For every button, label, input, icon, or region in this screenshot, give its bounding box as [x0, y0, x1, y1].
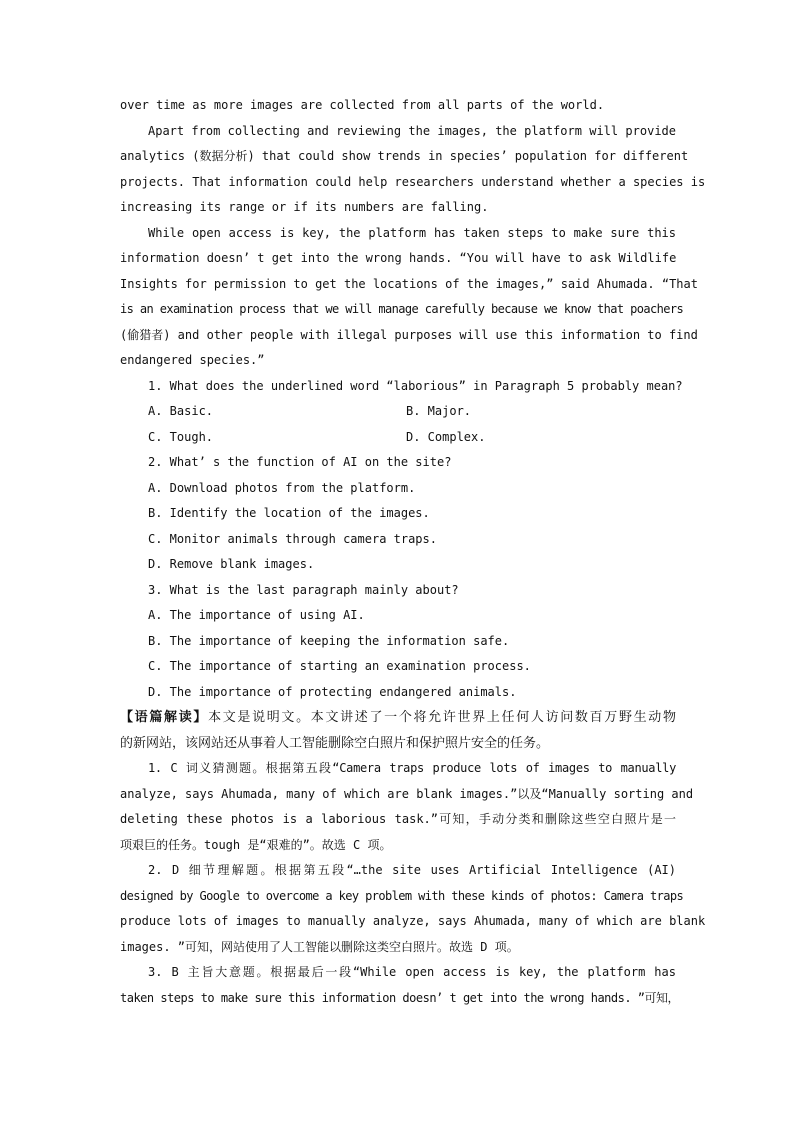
- option-d: D. Complex.: [406, 429, 486, 444]
- passage-line: (偷猎者) and other people with illegal purposes will use this information to find: [120, 327, 698, 342]
- answer-2-line: 2. D 细节理解题。根据第五段“…the site uses Artificial Intelligence (AI): [148, 863, 676, 877]
- option-a: A. Basic.: [148, 404, 214, 418]
- question-1-options-row: [120, 425, 676, 451]
- passage-line: Apart from collecting and reviewing the images, the platform will provide: [148, 123, 676, 138]
- answer-2-line: images. ”可知，网站使用了人工智能以删除这类空白照片。故选 D 项。: [120, 939, 519, 954]
- analysis-intro-text: 本文是说明文。本文讲述了一个将允许世界上任何人访问数百万野生动物: [208, 710, 676, 725]
- option-a: A. The importance of using AI.: [148, 608, 365, 622]
- answer-2-line: produce lots of images to manually analyze, says Ahumada, many of which are blank: [120, 914, 706, 928]
- answer-3-line: taken steps to make sure this information doesn’ t get into the wrong hands. ”可知，: [120, 990, 680, 1005]
- question-3: 3. What is the last paragraph mainly about?: [148, 582, 459, 597]
- document-page: [120, 93, 706, 1011]
- option-c: C. Monitor animals through camera traps.: [148, 531, 437, 546]
- passage-line: Insights for permission to get the locations of the images,” said Ahumada. “That: [120, 276, 698, 291]
- passage-line: projects. That information could help researchers understand whether a species is: [120, 174, 706, 189]
- passage-line: While open access is key, the platform has taken steps to make sure this: [148, 225, 676, 240]
- passage-line: information doesn’ t get into the wrong hands. “You will have to ask Wildlife: [120, 251, 677, 265]
- answer-1-line: analyze, says Ahumada, many of which are blank images.”以及“Manually sorting and: [120, 786, 694, 801]
- answer-1-line: deleting these photos is a laborious task.”可知，手动分类和删除这些空白照片是一: [120, 812, 676, 826]
- answer-2-line: designed by Google to overcome a key problem with these kinds of photos: Camera traps: [120, 888, 684, 903]
- answer-3-line: 3. B 主旨大意题。根据最后一段“While open access is key, the platform has: [148, 965, 676, 979]
- option-c: C. Tough.: [148, 429, 214, 444]
- analysis-heading: 【语篇解读】: [120, 710, 209, 725]
- passage-line: endangered species.”: [120, 353, 265, 367]
- option-d: D. The importance of protecting endangered animals.: [148, 684, 517, 699]
- option-a: A. Download photos from the platform.: [148, 480, 416, 495]
- option-b: B. The importance of keeping the information safe.: [148, 633, 510, 648]
- answer-1-line: 1. C 词义猜测题。根据第五段“Camera traps produce lots of images to manually: [148, 761, 676, 775]
- passage-line: over time as more images are collected from all parts of the world.: [120, 98, 605, 112]
- passage-line: analytics (数据分析) that could show trends in species’ population for different: [120, 149, 689, 163]
- question-1-options-row: [120, 399, 676, 425]
- option-c: C. The importance of starting an examination process.: [148, 659, 531, 673]
- analysis-intro-line: 的新网站，该网站还从事着人工智能删除空白照片和保护照片安全的任务。: [120, 735, 550, 751]
- analysis-intro-line: [120, 705, 676, 731]
- passage-line: increasing its range or if its numbers are falling.: [120, 200, 489, 214]
- option-b: B. Major.: [406, 404, 472, 418]
- question-2: 2. What’ s the function of AI on the site?: [148, 455, 452, 469]
- option-b: B. Identify the location of the images.: [148, 506, 430, 520]
- question-1: 1. What does the underlined word “laborious” in Paragraph 5 probably mean?: [148, 378, 683, 393]
- answer-1-line: 项艰巨的任务。tough 是“艰难的”。故选 C 项。: [120, 837, 392, 852]
- option-d: D. Remove blank images.: [148, 557, 315, 571]
- passage-line: is an examination process that we will manage carefully because we know that poachers: [120, 302, 684, 316]
